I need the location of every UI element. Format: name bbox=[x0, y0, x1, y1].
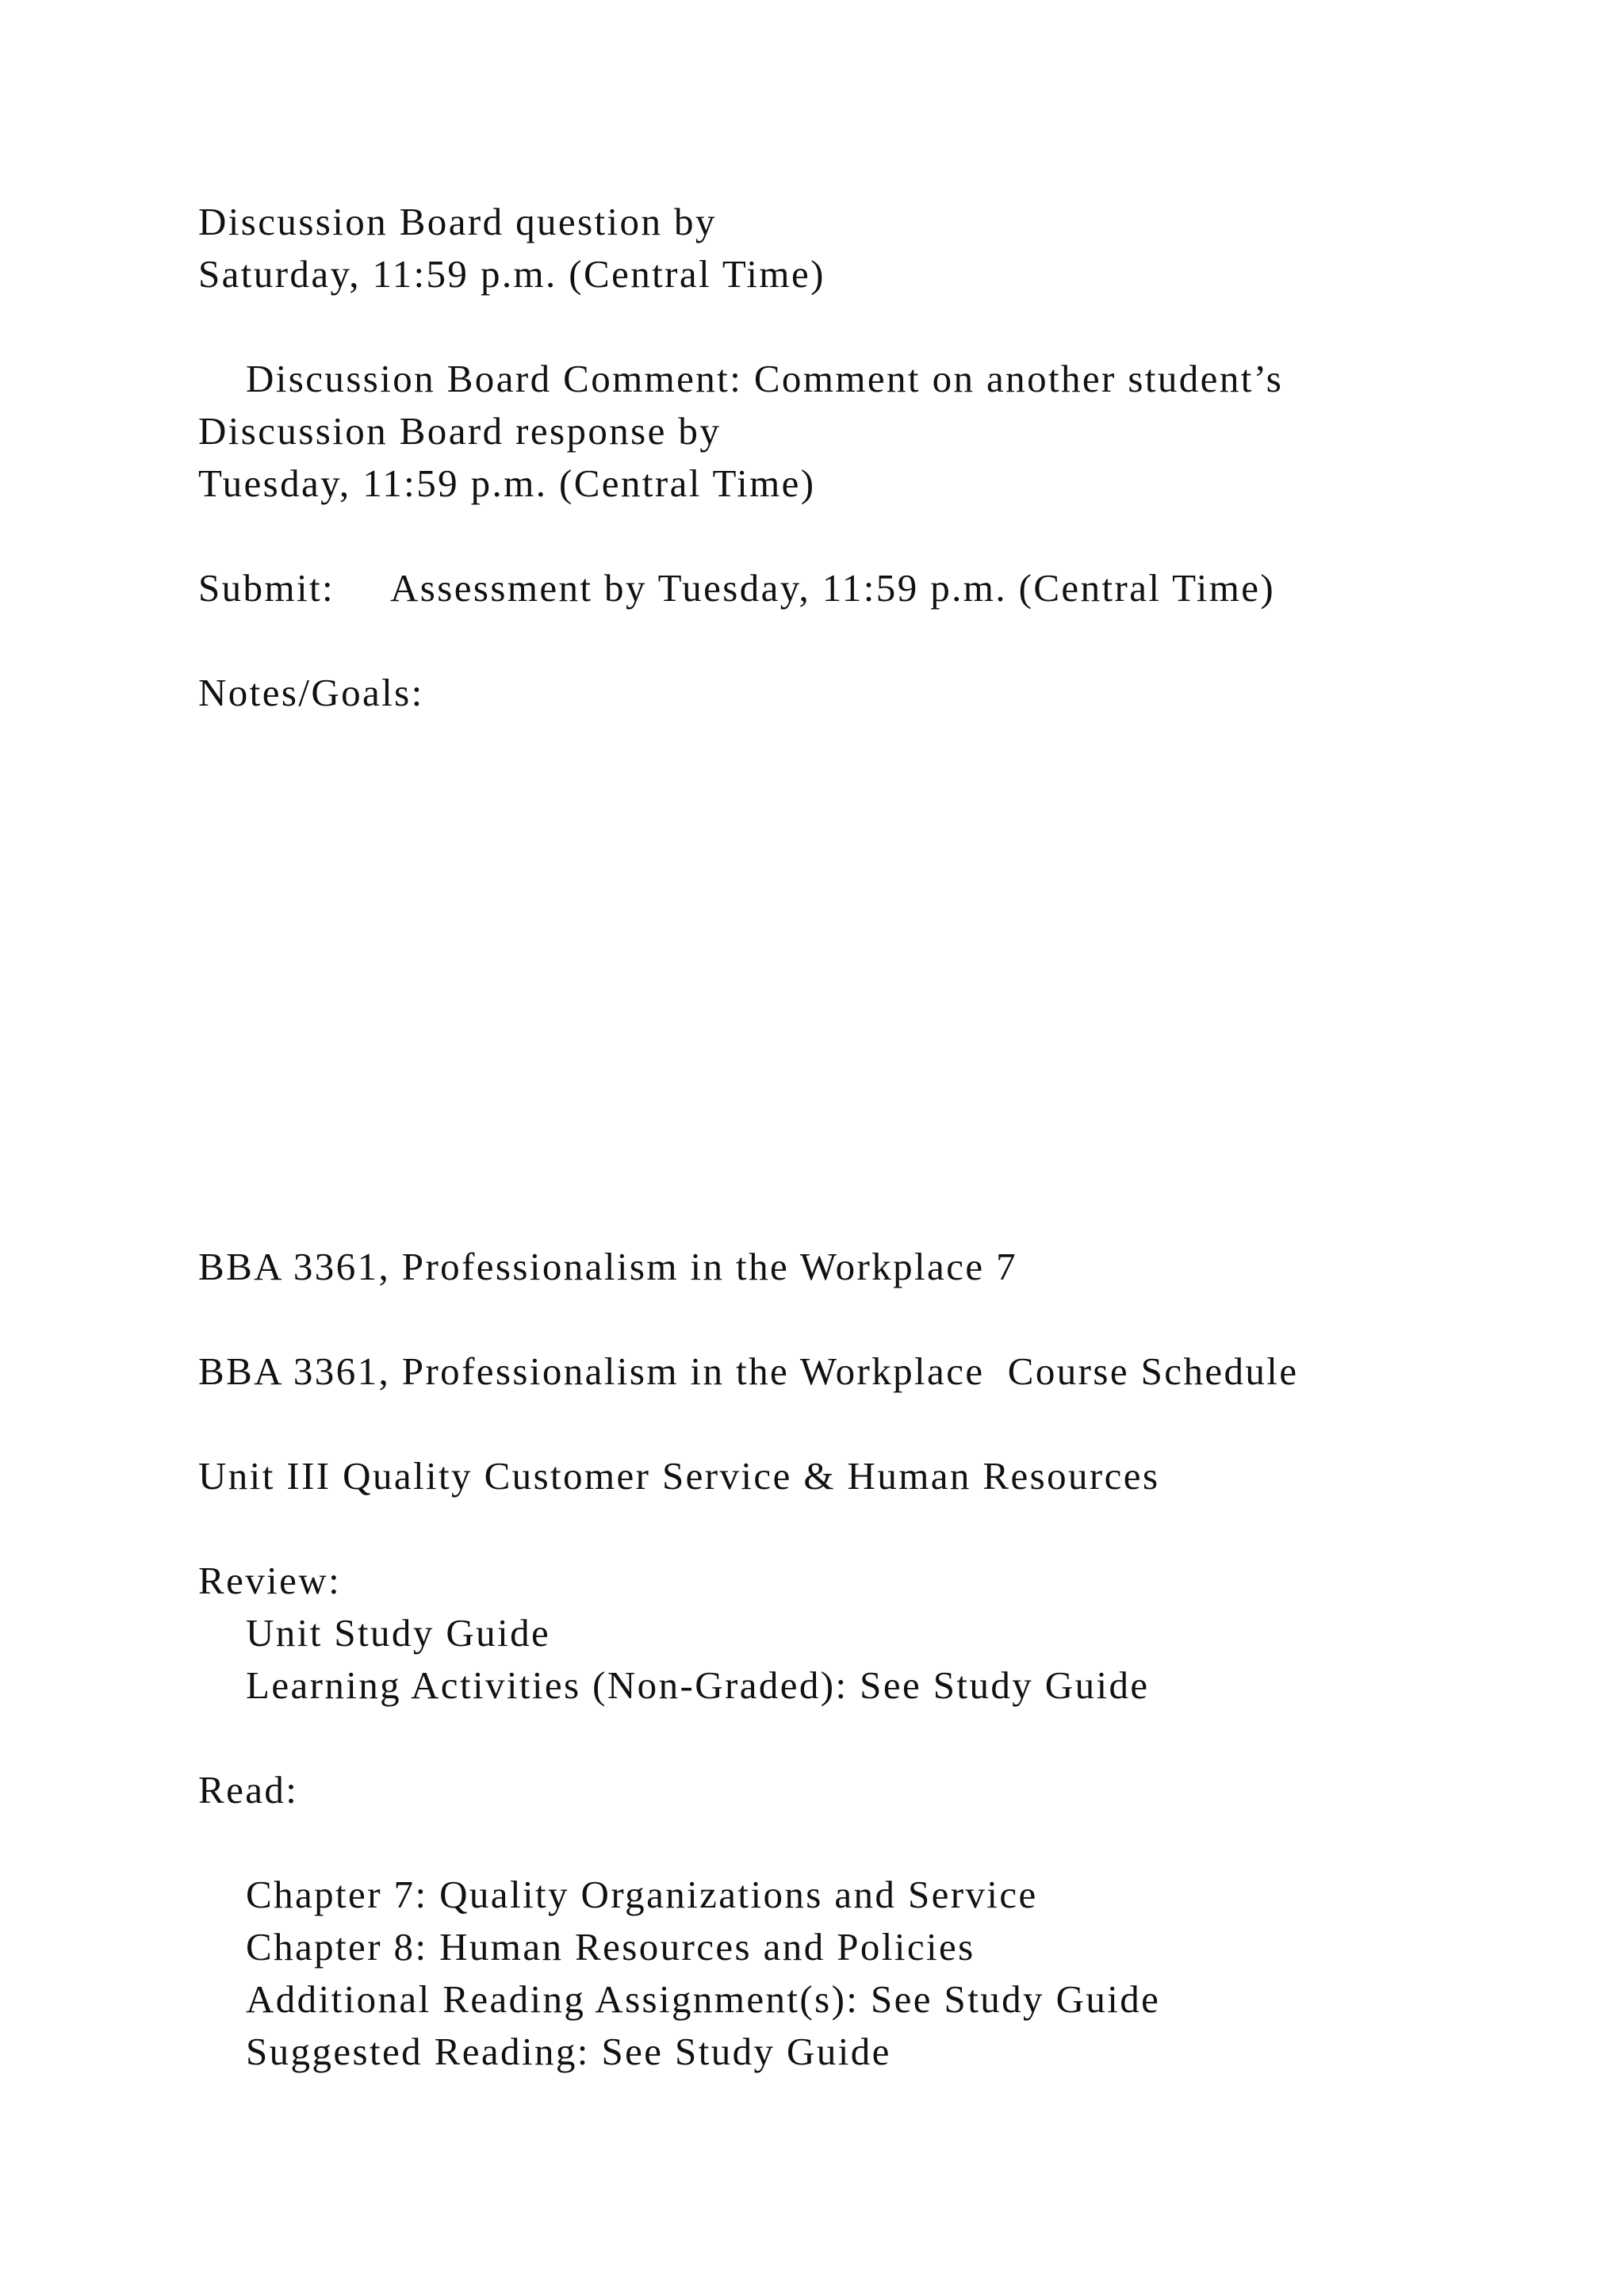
unit-title: Unit III Quality Customer Service & Human Resources bbox=[198, 1454, 1160, 1498]
discussion-comment-line-3: Tuesday, 11:59 p.m. (Central Time) bbox=[198, 461, 816, 505]
review-label: Review: bbox=[198, 1559, 342, 1602]
list-item bbox=[198, 2026, 891, 2078]
discussion-question-line-2: Saturday, 11:59 p.m. (Central Time) bbox=[198, 252, 825, 296]
discussion-comment-text: Discussion Board Comment: Comment on another student’s bbox=[246, 357, 1284, 400]
read-item-text: Suggested Reading: See Study Guide bbox=[246, 2030, 891, 2073]
list-item bbox=[198, 1869, 1038, 1921]
review-item-text: Unit Study Guide bbox=[246, 1611, 551, 1655]
discussion-comment-line-1 bbox=[198, 353, 1283, 405]
list-item bbox=[198, 1921, 975, 1973]
submit-text: Assessment by Tuesday, 11:59 p.m. (Central Time) bbox=[390, 566, 1276, 610]
list-item bbox=[198, 1607, 550, 1659]
course-schedule-heading: BBA 3361, Professionalism in the Workplace Course Schedule bbox=[198, 1349, 1299, 1393]
notes-goals-label: Notes/Goals: bbox=[198, 671, 424, 714]
discussion-question-line-1: Discussion Board question by bbox=[198, 200, 717, 243]
review-item-text: Learning Activities (Non-Graded): See Study Guide bbox=[246, 1663, 1150, 1707]
page-footer: BBA 3361, Professionalism in the Workplace 7 bbox=[198, 1245, 1018, 1288]
list-item bbox=[198, 1973, 1160, 2026]
submit-label: Submit: bbox=[198, 566, 335, 610]
submit-line bbox=[198, 562, 1275, 614]
read-item-text: Additional Reading Assignment(s): See Study Guide bbox=[246, 1977, 1161, 2021]
list-item bbox=[198, 1659, 1150, 1712]
read-item-text: Chapter 8: Human Resources and Policies bbox=[246, 1925, 975, 1969]
read-label: Read: bbox=[198, 1768, 299, 1812]
discussion-comment-line-2: Discussion Board response by bbox=[198, 409, 722, 453]
read-item-text: Chapter 7: Quality Organizations and Service bbox=[246, 1873, 1038, 1916]
